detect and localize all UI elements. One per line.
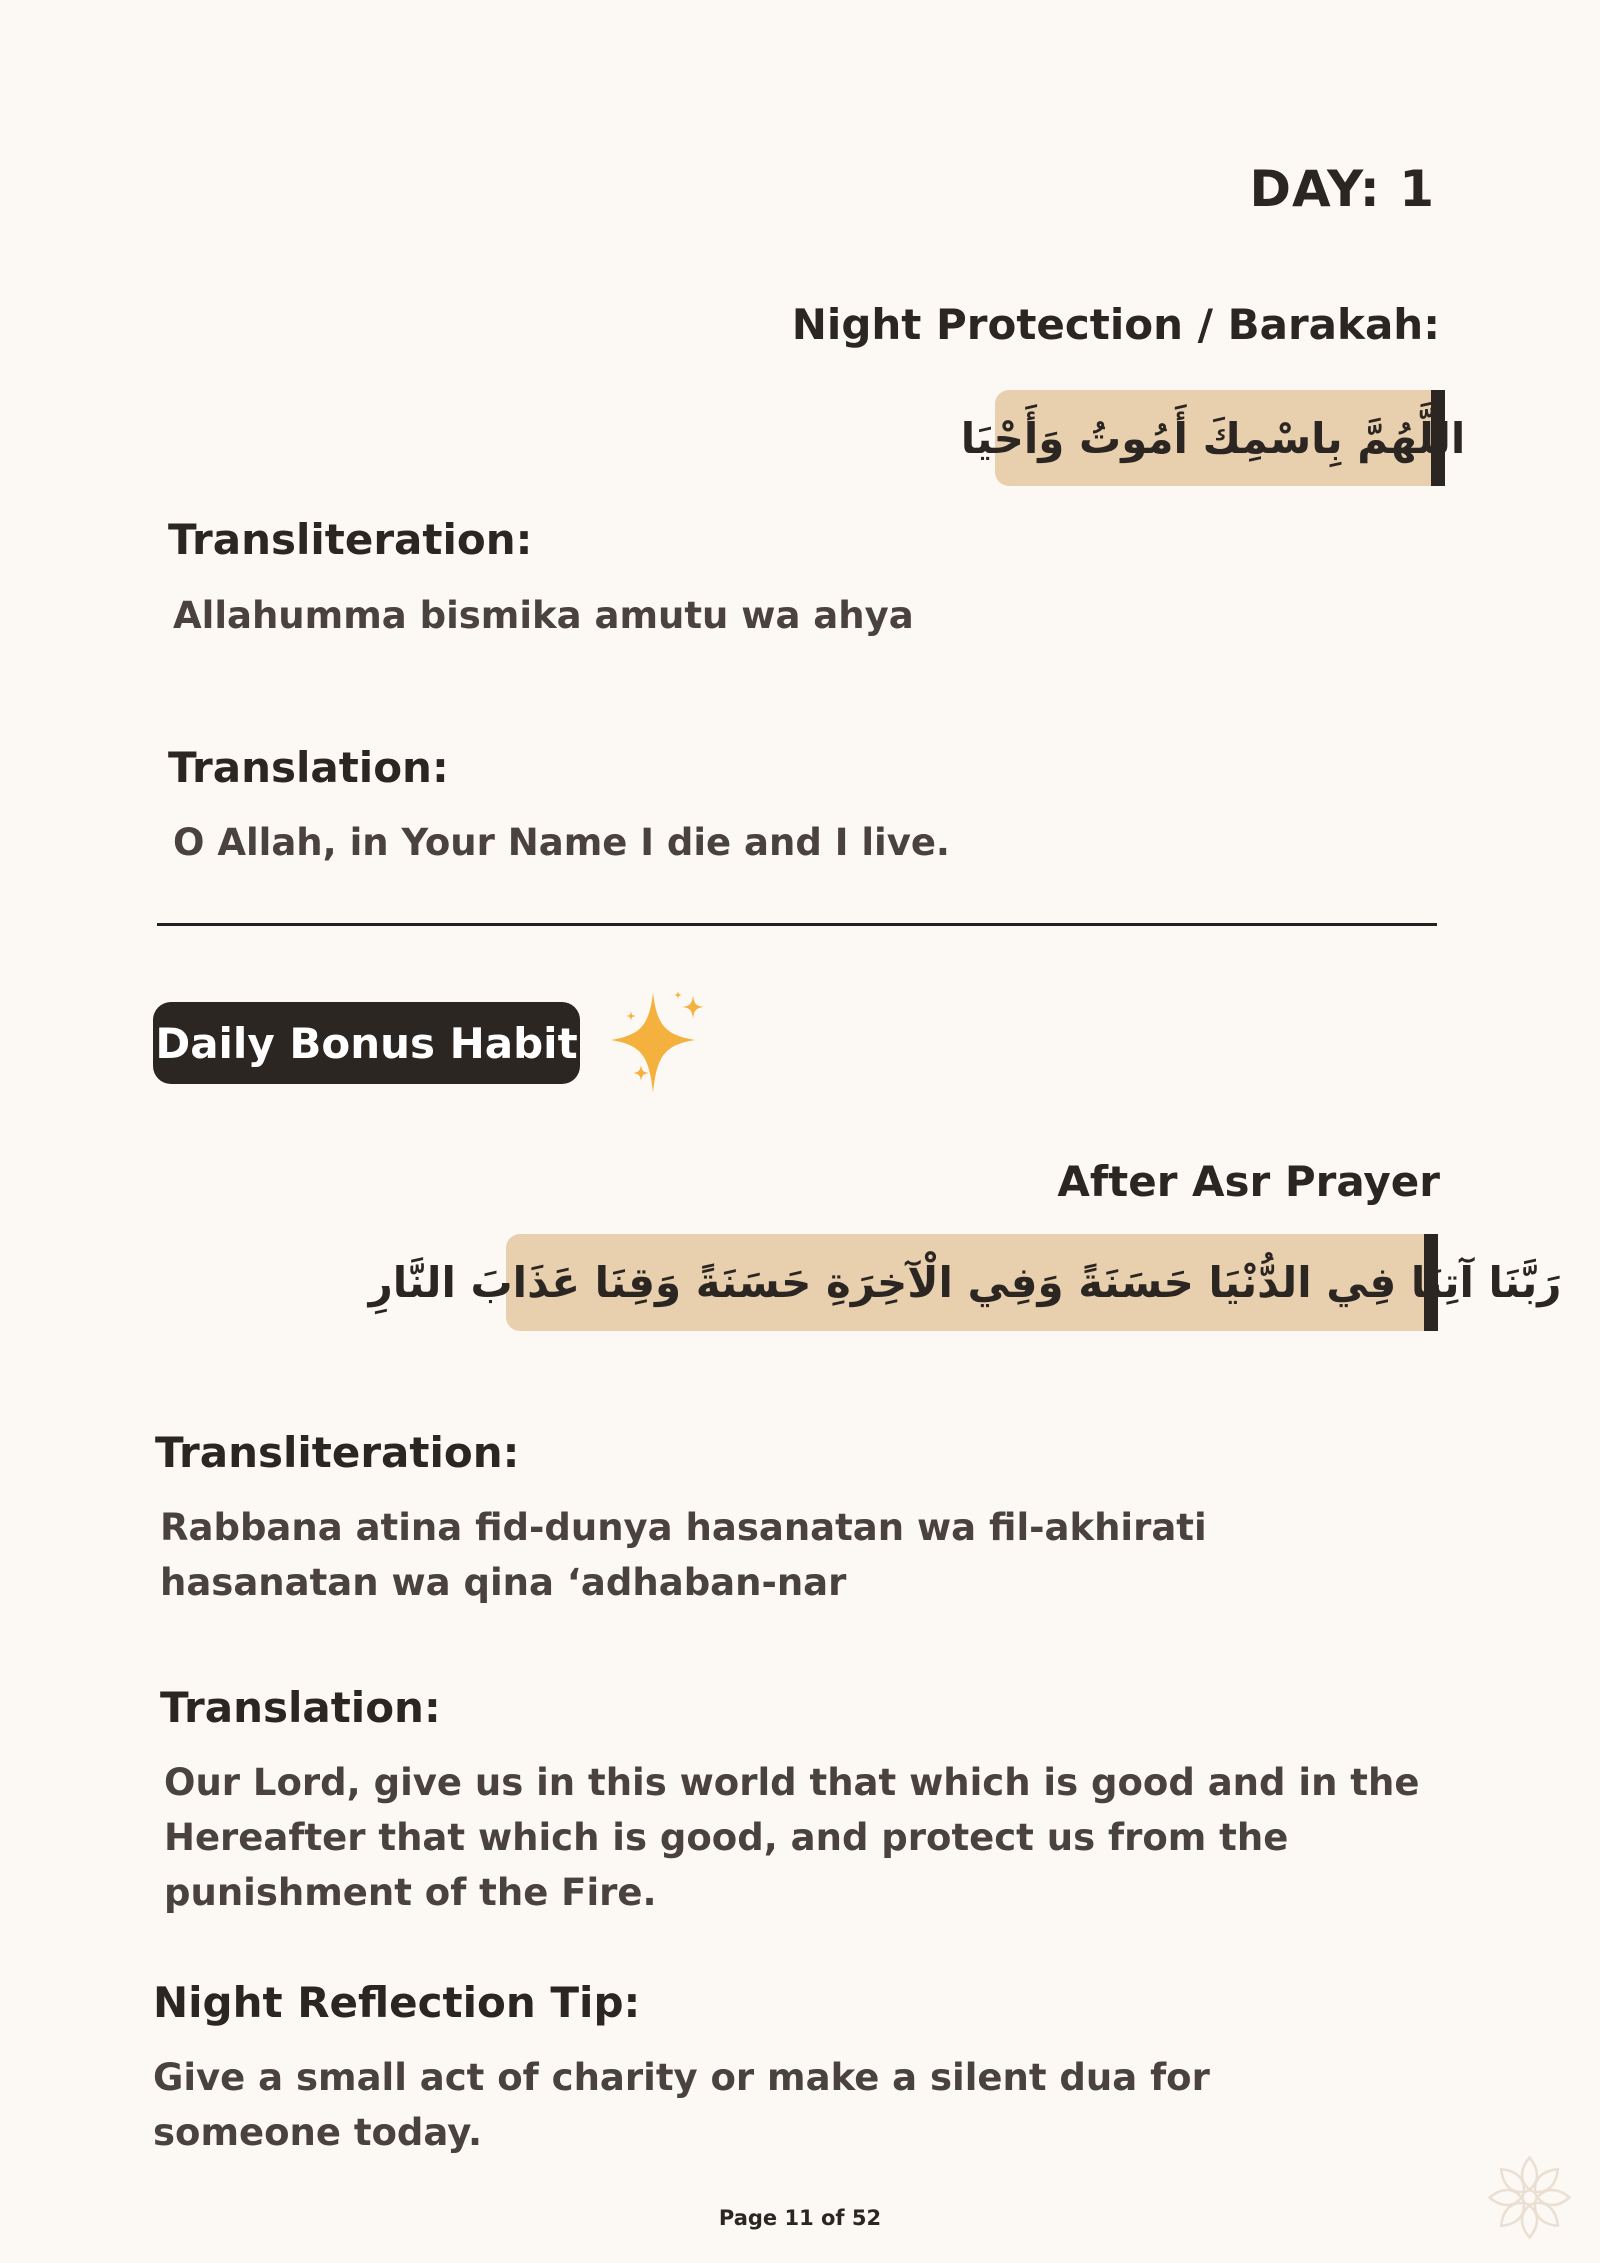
reflection-label: Night Reflection Tip: bbox=[153, 1978, 641, 2027]
sparkle-icon bbox=[605, 985, 725, 1100]
section-divider bbox=[157, 923, 1437, 926]
transliteration-text: Allahumma bismika amutu wa ahya bbox=[173, 594, 914, 637]
translation-text: O Allah, in Your Name I die and I live. bbox=[173, 821, 950, 864]
after-asr-heading: After Asr Prayer bbox=[1057, 1157, 1440, 1206]
arabic-dua-box: اللَّهُمَّ بِاسْمِكَ أَمُوتُ وَأَحْيَا bbox=[995, 390, 1445, 486]
flower-ornament-icon bbox=[1482, 2150, 1577, 2245]
bonus-translation-label: Translation: bbox=[160, 1683, 441, 1732]
translation-label: Translation: bbox=[168, 743, 449, 792]
bonus-transliteration-label: Transliteration: bbox=[155, 1428, 520, 1477]
bonus-transliteration-text: Rabbana atina fid-dunya hasanatan wa fil-akhirati hasanatan wa qina ‘adhaban-nar bbox=[160, 1506, 1207, 1604]
transliteration-label: Transliteration: bbox=[168, 515, 533, 564]
night-protection-heading: Night Protection / Barakah: bbox=[791, 300, 1440, 349]
day-title: DAY: 1 bbox=[1249, 160, 1435, 218]
daily-bonus-badge: Daily Bonus Habit bbox=[153, 1002, 580, 1084]
reflection-text: Give a small act of charity or make a silent dua for someone today. bbox=[153, 2056, 1210, 2154]
arabic-bonus-dua-box: رَبَّنَا آتِنَا فِي الدُّنْيَا حَسَنَةً وَفِي الْآخِرَةِ حَسَنَةً وَقِنَا عَذَابَ النَّارِ bbox=[506, 1234, 1438, 1331]
page-number: Page 11 of 52 bbox=[718, 2206, 882, 2230]
bonus-translation-text: Our Lord, give us in this world that which is good and in the Hereafter that which is good, and protect us from the punishment of the Fire. bbox=[164, 1761, 1420, 1914]
